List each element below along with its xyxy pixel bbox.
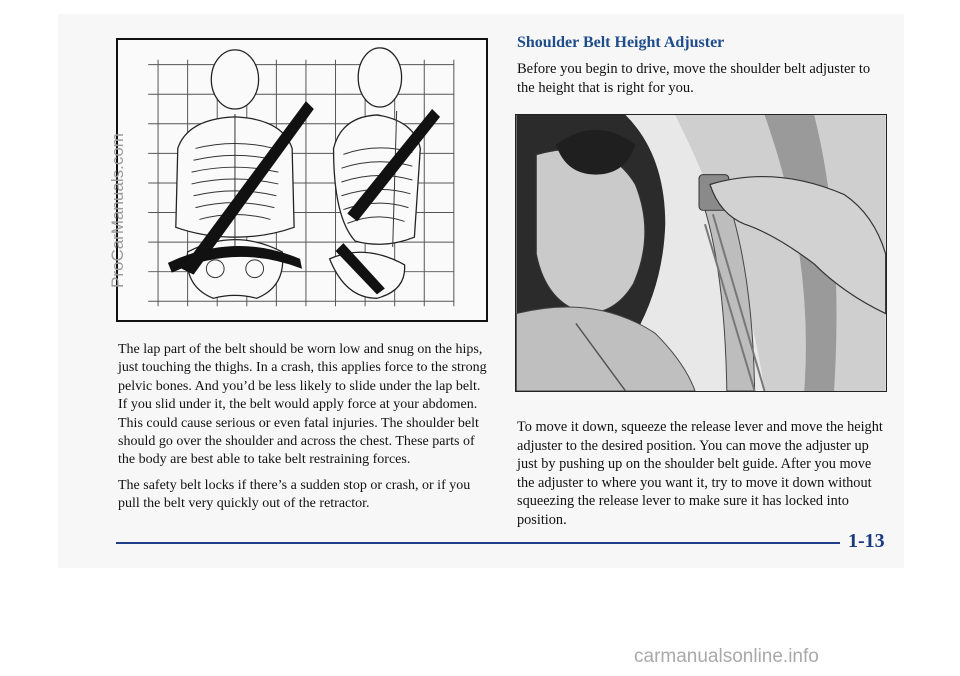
height-adjuster-photo: [515, 114, 887, 392]
page-number: 1-13: [848, 530, 885, 552]
skeleton-belt-illustration: [116, 38, 488, 322]
intro-paragraph: Before you begin to drive, move the shoulder belt adjuster to the height that is right for you.: [517, 61, 871, 96]
adjust-instructions-paragraph: To move it down, squeeze the release lever and move the height adjuster to the desired position. You can move the adjuster up just by pushing up on the shoulder belt guide. After you move the adjuster to where you want it, try to move it down without squeezing the release lever to make sure it has locked into position.: [517, 419, 883, 528]
section-heading: Shoulder Belt Height Adjuster: [517, 34, 725, 51]
watermark-left: ProCarManuals.com: [108, 133, 127, 288]
watermark-bottom: carmanualsonline.info: [634, 646, 819, 667]
left-column-text: [118, 341, 488, 521]
lap-belt-paragraph: The lap part of the belt should be worn low and snug on the hips, just touching the thighs. In a crash, this applies force to the strong pelvic bones. And you’d be less likely to slide under the lap belt. If you slid under it, the belt would apply force at your abdomen. This could cause serious or even fatal injuries. The shoulder belt should go over the shoulder and across the chest. These parts of the body are best able to take belt restraining forces.: [118, 342, 487, 468]
footer-rule: [116, 542, 840, 544]
belt-lock-paragraph: The safety belt locks if there’s a sudden stop or crash, or if you pull the belt very quickly out of the retractor.: [118, 477, 471, 512]
